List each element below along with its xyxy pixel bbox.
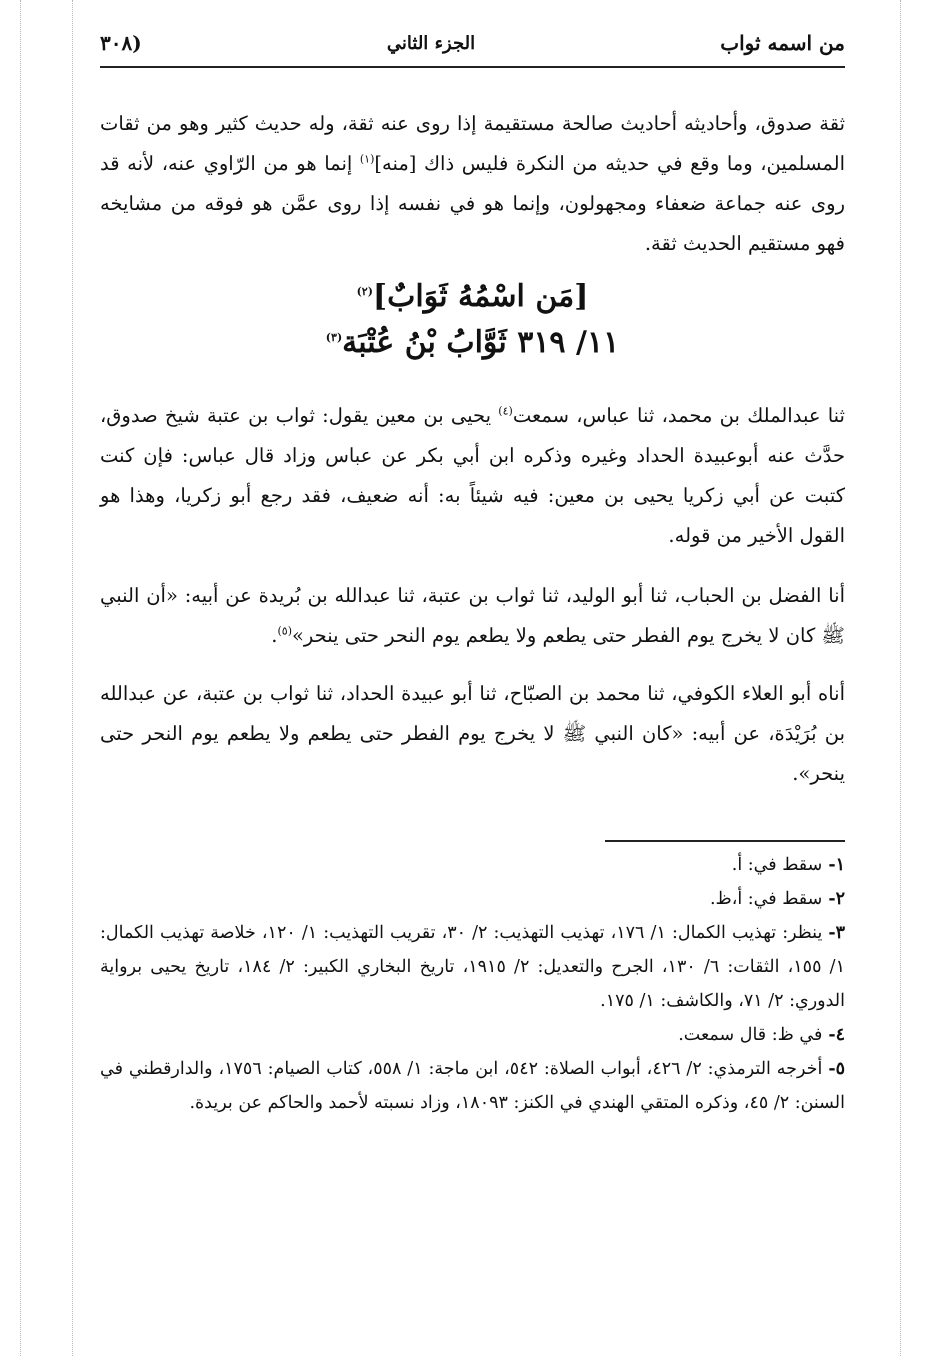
- footnote-ref: (٢): [356, 285, 373, 298]
- page-header: [100, 22, 845, 64]
- footnote: ١-سقط في: أ.: [731, 855, 845, 875]
- footnote-ref: (٤): [498, 404, 513, 418]
- entry-heading: ١١/ ٣١٩ ثَوَّابُ بْنُ عُتْبَة$^{(٣)}$: [325, 325, 620, 360]
- footnote: ٣-ينظر: تهذيب الكمال: ١/ ١٧٦، تهذيب التهذيب: ٢/ ٣٠، تقريب التهذيب: ١/ ١٢٠، خلاصة تهذيب الكمال: ١/ ١٥٥، الثقات: ٦/ ١٣٠، الجرح والتعديل: ٢/ ١٩١٥، تاريخ البخاري الكبير: ٢/ ١٨٤، تاريخ يحيى برواية الدوري: ٢/ ٧١، والكاشف: ١/ ١٧٥.: [100, 923, 845, 1011]
- section-heading: [مَن اسْمُهُ ثَوَابٌ]$^{(٢)}$: [356, 279, 589, 314]
- header-page-number: (٣٠٨: [100, 31, 142, 55]
- footnote-ref: (٥): [277, 624, 292, 638]
- paragraph: ثقة صدوق، وأحاديثه أحاديث صالحة مستقيمة إذا روى عنه ثقة، وله حديث كثير وهو من ثقات المسلمين، وما وقع في حديثه من النكرة فليس ذاك [منه]$^{(١)}$ إنما هو من الرّاوي عنه، لأنه قد روى عنه جماعة ضعفاء ومجهولون، وإنما هو في نفسه إذا روى عمَّن هو فوقه من مشايخه فهو مستقيم الحديث ثقة.: [100, 112, 845, 255]
- header-volume: الجزء الثاني: [386, 32, 476, 54]
- paragraph: ثنا عبدالملك بن محمد، ثنا عباس، سمعت$^{(٤)}$ يحيى بن معين يقول: ثواب بن عتبة شيخ صدوق، حدَّث عنه أبوعبيدة الحداد وغيره وذكره ابن أبي بكر عن عباس وزاد قال عباس: فإن كنت كتبت عن أبي زكريا يحيى بن معين: فيه شيئاً به: أنه ضعيف، فقد رجع أبو زكريا، وهذا هو القول الأخير من قوله.: [100, 404, 845, 547]
- margin-guide: [72, 0, 73, 1356]
- header-rule: [100, 66, 845, 68]
- footnote: ٤-في ظ: قال سمعت.: [678, 1025, 845, 1045]
- margin-guide: [20, 0, 21, 1356]
- footnote-ref: (٣): [325, 331, 343, 344]
- paragraph: أناه أبو العلاء الكوفي، ثنا محمد بن الصبّاح، ثنا أبو عبيدة الحداد، ثنا ثواب بن عتبة، عن عبدالله بن بُرَيْدَة، عن أبيه: «كان النبي ﷺ لا يخرج يوم الفطر حتى يطعم ولا يطعم يوم النحر حتى ينحر».: [100, 682, 845, 785]
- footnote-ref: (١): [359, 152, 375, 166]
- footnote: ٥-أخرجه الترمذي: ٢/ ٤٢٦، أبواب الصلاة: ٥٤٢، ابن ماجة: ١/ ٥٥٨، كتاب الصيام: ١٧٥٦، والدارقطني في السنن: ٢/ ٤٥، وذكره المتقي الهندي في الكنز: ١٨٠٩٣، وزاد نسبته لأحمد والحاكم عن بريدة.: [100, 1059, 845, 1113]
- book-page: [100, 22, 845, 1120]
- footnote-separator: [605, 840, 845, 842]
- footnote: ٢-سقط في: أ،ظ.: [709, 889, 845, 909]
- footnotes: [100, 848, 845, 1120]
- header-section-title: من اسمه ثواب: [720, 31, 845, 55]
- paragraph: أنا الفضل بن الحباب، ثنا أبو الوليد، ثنا ثواب بن عتبة، ثنا عبدالله بن بُريدة عن أبيه: «أن النبي ﷺ كان لا يخرج يوم الفطر حتى يطعم ولا يطعم يوم النحر حتى ينحر»$^{(٥)}$.: [100, 584, 845, 647]
- margin-guide: [900, 0, 901, 1356]
